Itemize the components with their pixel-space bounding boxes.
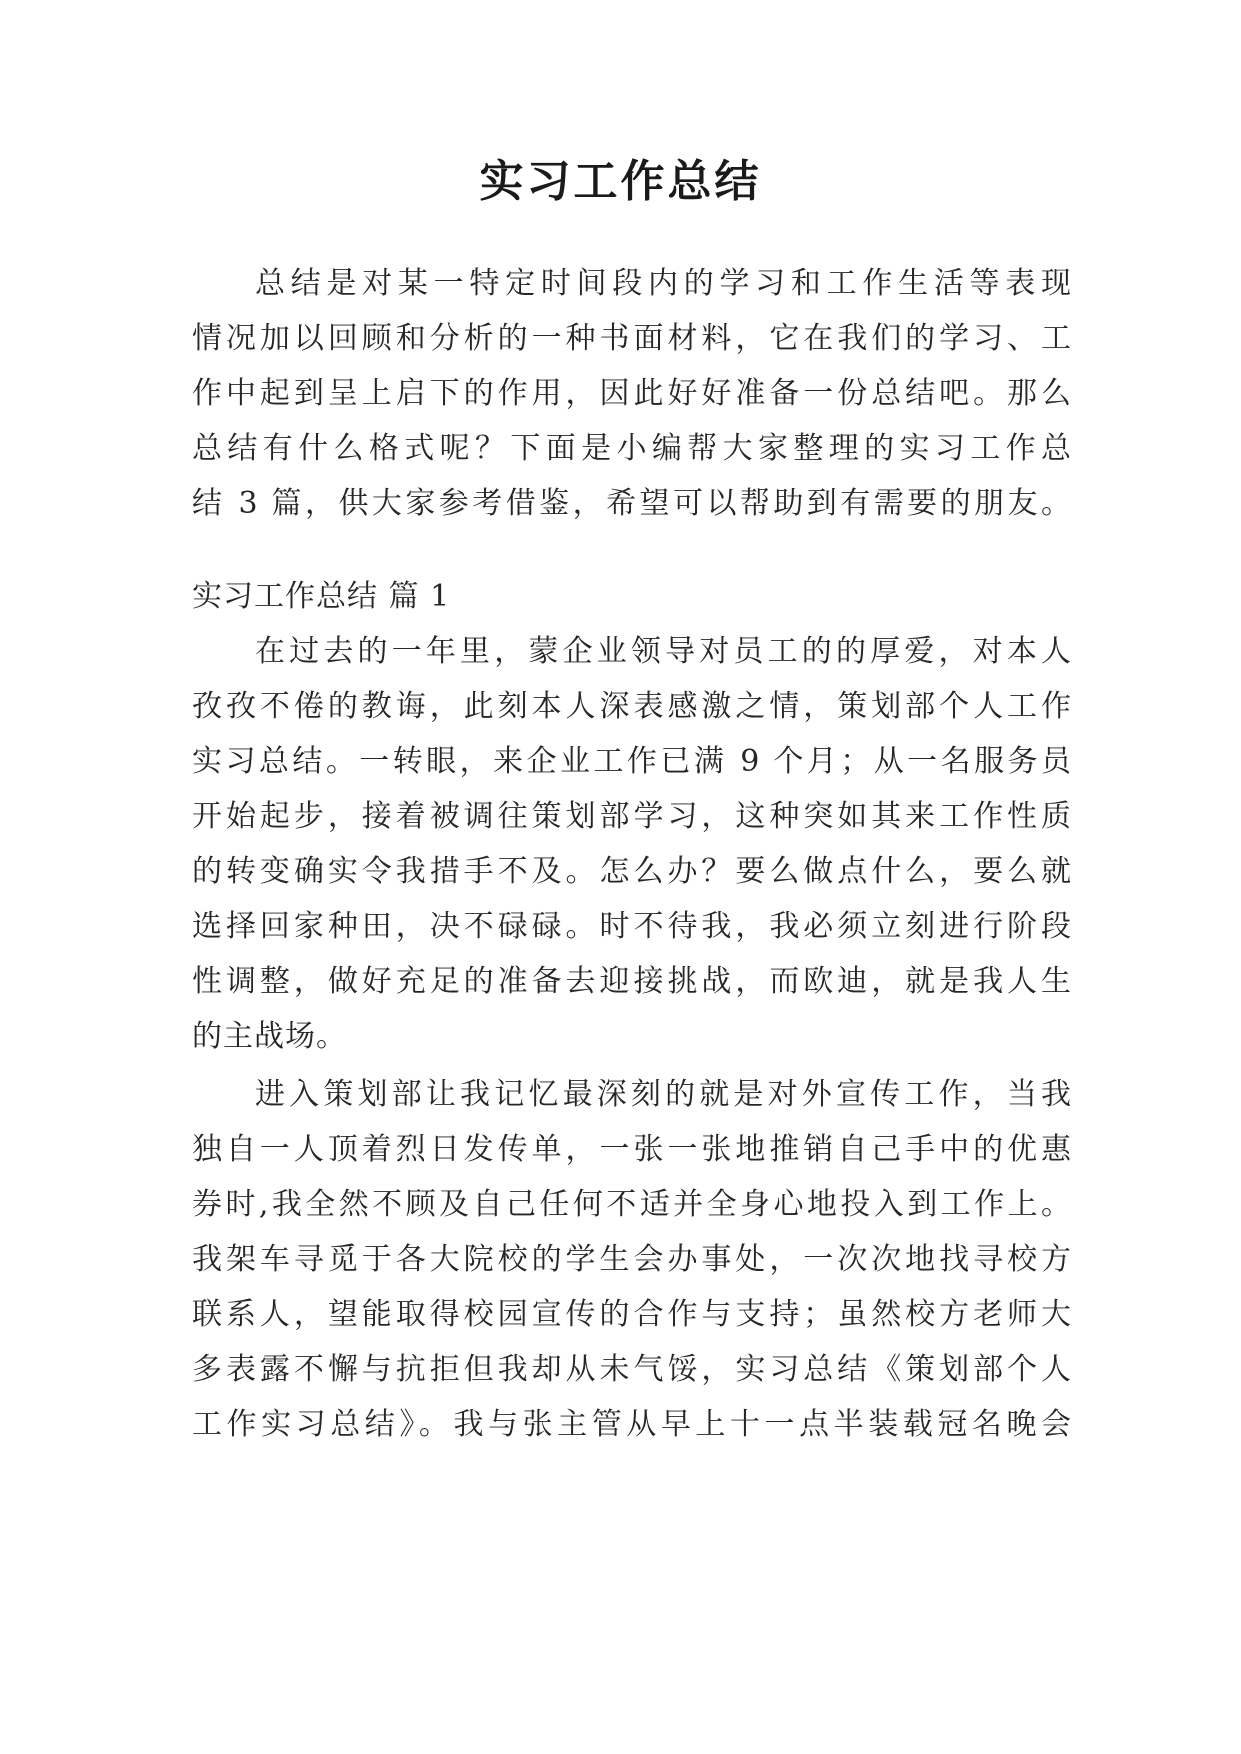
intro-line: 结 3 篇，供大家参考借鉴，希望可以帮助到有需要的朋友。	[192, 486, 1072, 521]
paragraph-line: 联系人，望能取得校园宣传的合作与支持；虽然校方老师大	[192, 1297, 1072, 1332]
paragraph-line: 多表露不懈与抗拒但我却从未气馁，实习总结《策划部个人	[192, 1352, 1072, 1387]
paragraph-line: 实习总结。一转眼，来企业工作已满 9 个月；从一名服务员	[192, 744, 1072, 779]
paragraph-line: 的主战场。	[192, 1019, 347, 1054]
paragraph-line: 选择回家种田，决不碌碌。时不待我，我必须立刻进行阶段	[192, 909, 1072, 944]
intro-line: 情况加以回顾和分析的一种书面材料，它在我们的学习、工	[192, 321, 1072, 356]
paragraph-line: 我架车寻觅于各大院校的学生会办事处，一次次地找寻校方	[192, 1242, 1072, 1277]
intro-line: 作中起到呈上启下的作用，因此好好准备一份总结吧。那么	[192, 376, 1072, 411]
paragraph-line: 开始起步，接着被调往策划部学习，这种突如其来工作性质	[192, 799, 1072, 834]
section-heading: 实习工作总结 篇 1	[192, 579, 451, 614]
paragraph-line: 性调整，做好充足的准备去迎接挑战，而欧迪，就是我人生	[192, 964, 1072, 999]
paragraph-line: 工作实习总结》。我与张主管从早上十一点半装载冠名晚会	[192, 1407, 1072, 1442]
paragraph-line: 进入策划部让我记忆最深刻的就是对外宣传工作，当我	[255, 1077, 1072, 1112]
paragraph-line: 的转变确实令我措手不及。怎么办？要么做点什么，要么就	[192, 854, 1072, 889]
paragraph-line: 在过去的一年里，蒙企业领导对员工的的厚爱，对本人	[255, 634, 1072, 669]
intro-line: 总结有什么格式呢？下面是小编帮大家整理的实习工作总	[192, 431, 1072, 466]
document-title: 实习工作总结	[479, 156, 762, 207]
paragraph-line: 独自一人顶着烈日发传单，一张一张地推销自己手中的优惠	[192, 1132, 1072, 1167]
intro-line: 总结是对某一特定时间段内的学习和工作生活等表现	[255, 266, 1072, 301]
paragraph-line: 券时,我全然不顾及自己任何不适并全身心地投入到工作上。	[192, 1187, 1072, 1222]
paragraph-line: 孜孜不倦的教诲，此刻本人深表感激之情，策划部个人工作	[192, 689, 1072, 724]
